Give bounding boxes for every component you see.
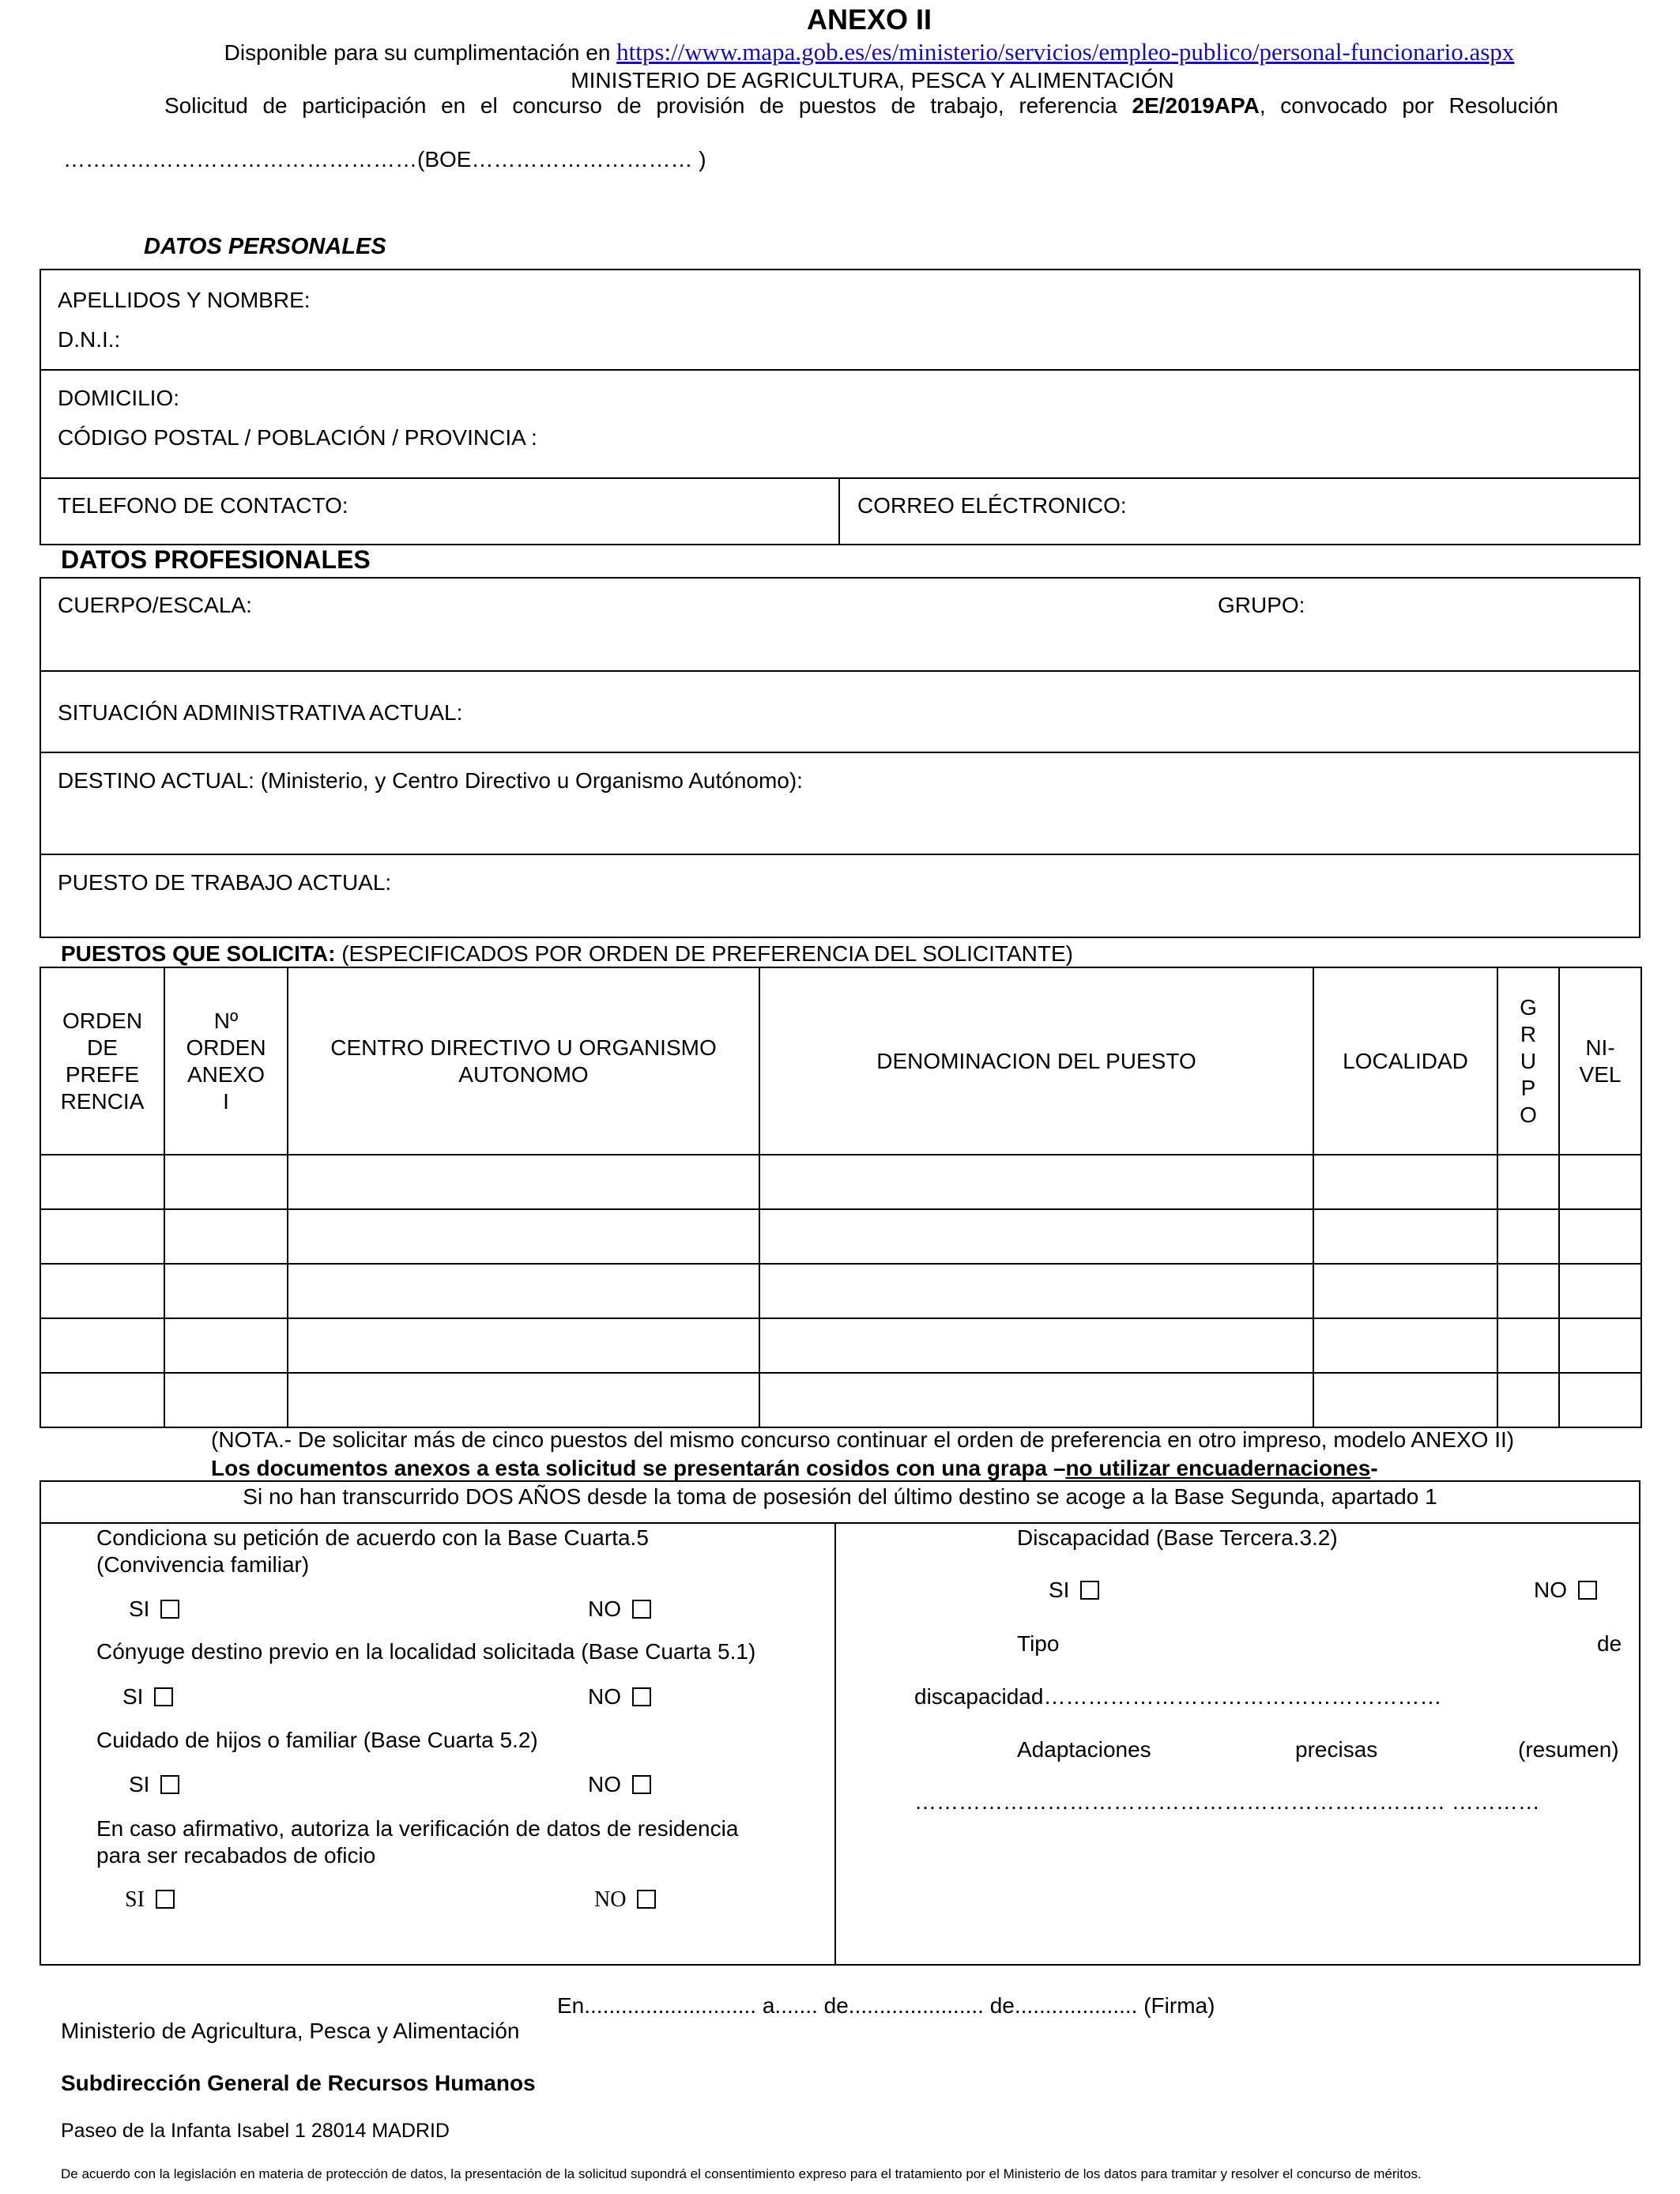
ministry-heading: MINISTERIO DE AGRICULTURA, PESCA Y ALIMENTACIÓN (571, 68, 1174, 92)
table-cell[interactable] (1313, 1264, 1497, 1318)
no-label: NO (588, 1596, 621, 1621)
table-cell[interactable] (759, 1155, 1313, 1209)
table-cell[interactable] (1497, 1318, 1559, 1373)
table-row (40, 1264, 1641, 1318)
family-condition-yes[interactable] (129, 1596, 179, 1622)
table-row (40, 1155, 1641, 1209)
request-text-end: , convocado por Resolución (1259, 93, 1558, 118)
destination-field-label[interactable]: DESTINO ACTUAL: (Ministerio, y Centro Directivo u Organismo Autónomo): (58, 768, 803, 793)
table-cell[interactable] (40, 1155, 164, 1209)
no-label: NO (588, 1772, 621, 1796)
table-cell[interactable] (164, 1155, 288, 1209)
divider (40, 854, 1640, 855)
conditions-header: Si no han transcurrido DOS AÑOS desde la toma de posesión del último destino se acoge a la Base Segunda, apartado 1 (243, 1484, 1437, 1509)
residence-authorization-sublabel: para ser recabados de oficio (96, 1843, 376, 1868)
signature-line[interactable]: En............................ a....... de...................... de.................... (Firma) (557, 1993, 1215, 2018)
boe-line: …………………………………………(BOE………………………… ) (63, 147, 706, 172)
table-cell[interactable] (1497, 1209, 1559, 1264)
table-cell[interactable] (1313, 1209, 1497, 1264)
table-cell[interactable] (1559, 1264, 1641, 1318)
page-title: ANEXO II (806, 3, 932, 36)
personal-data-title: DATOS PERSONALES (144, 234, 386, 259)
documents-note-text: Los documentos anexos a esta solicitud se presentarán cosidos con una grapa – (211, 1456, 1066, 1480)
yes-label: SI (1049, 1578, 1070, 1602)
residence-authorization-yes[interactable] (125, 1887, 175, 1913)
checkbox[interactable] (160, 1600, 179, 1619)
checkbox[interactable] (160, 1775, 179, 1794)
family-condition-no[interactable] (588, 1596, 651, 1622)
documents-note-underlined: no utilizar encuadernaciones (1065, 1456, 1371, 1480)
request-text: Solicitud de participación en el concurso de provisión de puestos de trabajo, referencia (164, 93, 1132, 118)
checkbox[interactable] (632, 1775, 651, 1794)
table-cell[interactable] (164, 1373, 288, 1427)
group-field-label[interactable]: GRUPO: (1218, 593, 1305, 617)
disability-no[interactable] (1534, 1578, 1597, 1603)
divider (40, 369, 1640, 371)
spouse-condition-yes[interactable] (122, 1684, 173, 1710)
table-cell[interactable] (759, 1373, 1313, 1427)
table-cell[interactable] (288, 1373, 759, 1427)
table-row (40, 1209, 1641, 1264)
table-row (40, 1318, 1641, 1373)
adaptations-precisas-word: precisas (1295, 1737, 1378, 1762)
name-field-label[interactable]: APELLIDOS Y NOMBRE: (58, 288, 311, 312)
table-cell[interactable] (1313, 1155, 1497, 1209)
corps-field-label[interactable]: CUERPO/ESCALA: (58, 593, 252, 617)
checkbox[interactable] (156, 1890, 175, 1909)
positions-title-bold: PUESTOS QUE SOLICITA: (61, 941, 336, 966)
positions-note: (NOTA.- De solicitar más de cinco puestos del mismo concurso continuar el orden de preferencia en otro impreso, modelo ANEXO II) (211, 1427, 1515, 1452)
divider (40, 477, 1640, 479)
family-condition-sublabel: (Convivencia familiar) (96, 1552, 310, 1577)
dni-field-label[interactable]: D.N.I.: (58, 327, 121, 352)
table-cell[interactable] (288, 1264, 759, 1318)
table-cell[interactable] (1559, 1373, 1641, 1427)
table-cell[interactable] (40, 1373, 164, 1427)
current-job-field-label[interactable]: PUESTO DE TRABAJO ACTUAL: (58, 870, 392, 895)
care-condition-no[interactable] (588, 1772, 651, 1797)
footer-subdirection: Subdirección General de Recursos Humanos (61, 2071, 536, 2095)
table-cell[interactable] (40, 1318, 164, 1373)
table-cell[interactable] (1559, 1209, 1641, 1264)
table-cell[interactable] (40, 1209, 164, 1264)
privacy-notice: De acuerdo con la legislación en materia de protección de datos, la presentación de la solicitud supondrá el consentimiento expreso para el tratamiento por el Ministerio de los datos para tramitar y resolver el concurso de méritos. (61, 2166, 1422, 2181)
spouse-condition-label: Cónyuge destino previo en la localidad solicitada (Base Cuarta 5.1) (96, 1639, 756, 1664)
disability-yes[interactable] (1049, 1578, 1099, 1603)
situation-field-label[interactable]: SITUACIÓN ADMINISTRATIVA ACTUAL: (58, 700, 463, 725)
documents-note-end: - (1370, 1456, 1378, 1480)
table-cell[interactable] (164, 1264, 288, 1318)
table-cell[interactable] (164, 1209, 288, 1264)
checkbox[interactable] (1080, 1581, 1099, 1600)
no-label: NO (1534, 1578, 1567, 1602)
col-header-locality: LOCALIDAD (1313, 967, 1497, 1155)
checkbox[interactable] (1578, 1581, 1597, 1600)
disability-title: Discapacidad (Base Tercera.3.2) (1017, 1525, 1338, 1550)
col-header-position-name: DENOMINACION DEL PUESTO (759, 967, 1313, 1155)
table-cell[interactable] (1313, 1318, 1497, 1373)
disability-type-word: Tipo (1017, 1631, 1060, 1656)
positions-header-row (40, 967, 1641, 1155)
positions-title (61, 941, 1073, 967)
table-cell[interactable] (759, 1264, 1313, 1318)
family-condition-label: Condiciona su petición de acuerdo con la Base Cuarta.5 (96, 1525, 649, 1550)
email-field-label[interactable]: CORREO ELÉCTRONICO: (857, 493, 1127, 518)
availability-prefix: Disponible para su cumplimentación en (224, 40, 617, 65)
positions-table (40, 967, 1642, 1428)
divider (838, 477, 840, 545)
table-cell[interactable] (288, 1209, 759, 1264)
availability-line (0, 38, 1680, 66)
col-header-directive-center: CENTRO DIRECTIVO U ORGANISMO AUTONOMO (288, 967, 759, 1155)
disability-type-field[interactable]: discapacidad……………………………………………… (914, 1684, 1442, 1709)
request-line (164, 93, 1558, 119)
yes-label: SI (125, 1887, 145, 1912)
table-cell[interactable] (1559, 1318, 1641, 1373)
footer-address: Paseo de la Infanta Isabel 1 28014 MADRID (61, 2120, 450, 2142)
table-cell[interactable] (40, 1264, 164, 1318)
checkbox[interactable] (632, 1687, 651, 1706)
divider (40, 670, 1640, 672)
adaptations-field[interactable]: ……………………………………………………………… ………… (914, 1789, 1540, 1814)
table-cell[interactable] (288, 1155, 759, 1209)
col-header-order: ORDEN DE PREFE RENCIA (40, 967, 164, 1155)
table-cell[interactable] (1497, 1264, 1559, 1318)
table-cell[interactable] (759, 1318, 1313, 1373)
checkbox[interactable] (154, 1687, 173, 1706)
divider (40, 1522, 1640, 1524)
yes-label: SI (129, 1772, 150, 1796)
footer-ministry: Ministerio de Agricultura, Pesca y Alimentación (61, 2019, 520, 2043)
disability-de-word: de (1597, 1631, 1622, 1656)
no-label: NO (588, 1684, 621, 1709)
col-header-level: NI- VEL (1559, 967, 1641, 1155)
documents-note (211, 1456, 1378, 1481)
col-header-annex-number: Nº ORDEN ANEXO I (164, 967, 288, 1155)
divider (40, 752, 1640, 753)
phone-field-label[interactable]: TELEFONO DE CONTACTO: (58, 493, 348, 518)
yes-label: SI (122, 1684, 144, 1709)
no-label: NO (594, 1887, 627, 1912)
table-cell[interactable] (288, 1318, 759, 1373)
checkbox[interactable] (637, 1890, 656, 1909)
table-cell[interactable] (1313, 1373, 1497, 1427)
care-condition-label: Cuidado de hijos o familiar (Base Cuarta 5.2) (96, 1728, 538, 1752)
table-cell[interactable] (1497, 1155, 1559, 1209)
table-cell[interactable] (759, 1209, 1313, 1264)
table-cell[interactable] (1559, 1155, 1641, 1209)
table-row (40, 1373, 1641, 1427)
positions-title-rest: (ESPECIFICADOS POR ORDEN DE PREFERENCIA DEL SOLICITANTE) (335, 941, 1073, 966)
residence-authorization-no[interactable] (594, 1887, 656, 1913)
reference-code: 2E/2019APA (1132, 93, 1260, 118)
checkbox[interactable] (632, 1600, 651, 1619)
professional-data-title: DATOS PROFESIONALES (61, 545, 371, 574)
spouse-condition-no[interactable] (588, 1684, 651, 1710)
adaptations-word: Adaptaciones (1017, 1737, 1151, 1762)
postal-field-label[interactable]: CÓDIGO POSTAL / POBLACIÓN / PROVINCIA : (58, 425, 537, 450)
table-cell[interactable] (1497, 1373, 1559, 1427)
col-header-group: G R U P O (1497, 967, 1559, 1155)
form-url-link[interactable]: https://www.mapa.gob.es/es/ministerio/servicios/empleo-publico/personal-funcionario.aspx (616, 38, 1515, 66)
table-cell[interactable] (164, 1318, 288, 1373)
residence-authorization-label: En caso afirmativo, autoriza la verificación de datos de residencia (96, 1816, 739, 1841)
address-field-label[interactable]: DOMICILIO: (58, 386, 180, 410)
yes-label: SI (129, 1596, 150, 1621)
divider (834, 1522, 836, 1966)
adaptations-summary-word: (resumen) (1518, 1737, 1619, 1762)
care-condition-yes[interactable] (129, 1772, 179, 1797)
